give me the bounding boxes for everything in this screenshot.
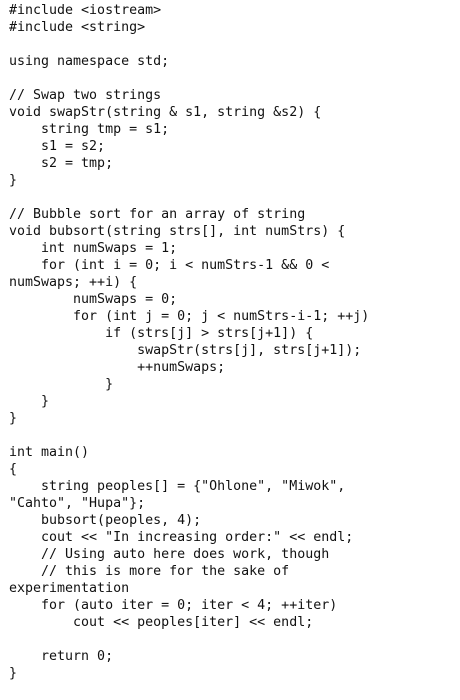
code-line: void bubsort(string strs[], int numStrs) { (9, 224, 346, 239)
code-line (9, 70, 457, 87)
code-line: // Bubble sort for an array of string (9, 207, 306, 222)
code-line: } (9, 394, 50, 409)
code-line (9, 189, 457, 206)
code-line: int main() (9, 445, 90, 460)
code-line: string peoples[] = {"Ohlone", "Miwok", (9, 479, 346, 494)
code-line: string tmp = s1; (9, 122, 170, 137)
code-line: return 0; (9, 649, 114, 664)
code-line: } (9, 173, 18, 188)
code-line: numSwaps = 0; (9, 292, 178, 307)
code-line: experimentation (9, 581, 130, 596)
code-line: } (9, 377, 114, 392)
code-line: bubsort(peoples, 4); (9, 513, 202, 528)
code-line: // Swap two strings (9, 88, 162, 103)
code-line: s1 = s2; (9, 139, 106, 154)
code-line (9, 36, 457, 53)
code-line: numSwaps; ++i) { (9, 275, 138, 290)
code-line: ++numSwaps; (9, 360, 226, 375)
code-line: for (int i = 0; i < numStrs-1 && 0 < (9, 258, 330, 273)
code-line: // this is more for the sake of (9, 564, 290, 579)
code-line: "Cahto", "Hupa"}; (9, 496, 146, 511)
code-line: int numSwaps = 1; (9, 241, 178, 256)
code-line: { (9, 462, 18, 477)
code-line: using namespace std; (9, 54, 170, 69)
code-line: } (9, 666, 18, 681)
code-line: } (9, 411, 18, 426)
code-listing (9, 2, 457, 682)
code-line: cout << "In increasing order:" << endl; (9, 530, 354, 545)
code-line: #include <string> (9, 20, 146, 35)
code-line: void swapStr(string & s1, string &s2) { (9, 105, 322, 120)
code-line (9, 427, 457, 444)
code-line: // Using auto here does work, though (9, 547, 330, 562)
code-line: s2 = tmp; (9, 156, 114, 171)
code-line: for (auto iter = 0; iter < 4; ++iter) (9, 598, 338, 613)
code-line: if (strs[j] > strs[j+1]) { (9, 326, 314, 341)
code-line: #include <iostream> (9, 3, 162, 18)
code-line: for (int j = 0; j < numStrs-i-1; ++j) (9, 309, 370, 324)
code-line: cout << peoples[iter] << endl; (9, 615, 314, 630)
code-line (9, 631, 457, 648)
code-line: swapStr(strs[j], strs[j+1]); (9, 343, 362, 358)
